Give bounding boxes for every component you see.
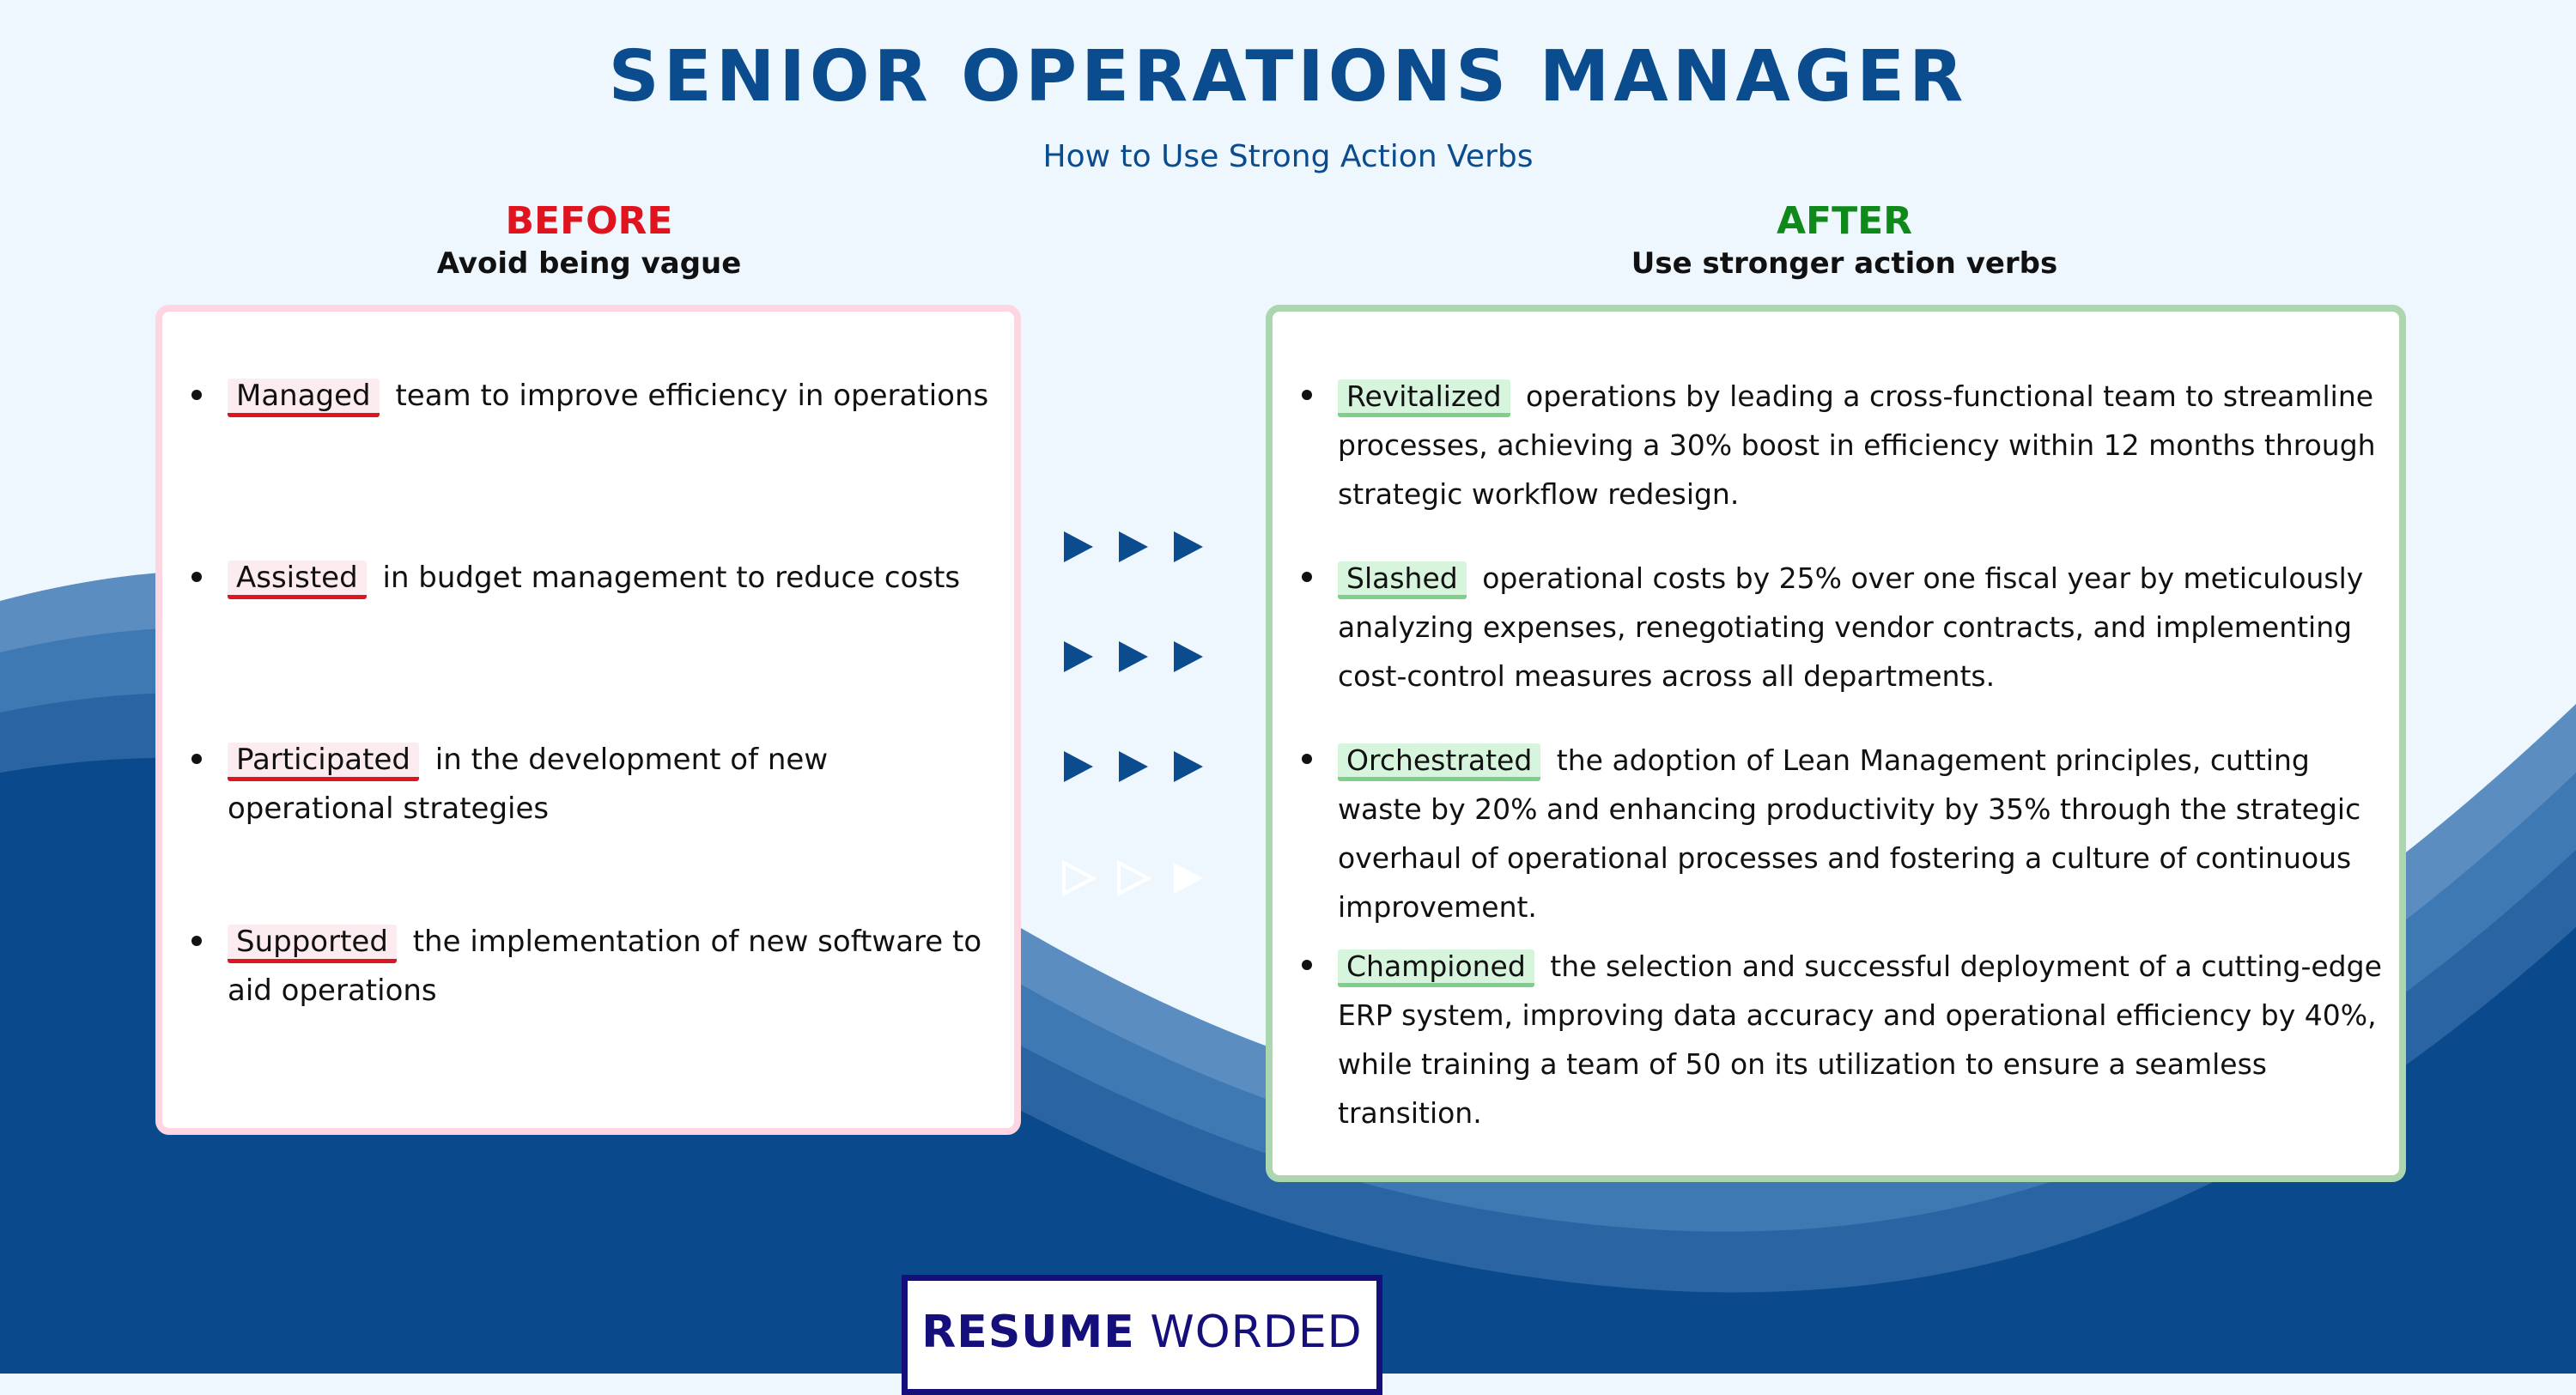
page-title: SENIOR OPERATIONS MANAGER (608, 36, 1968, 118)
after-subheading: Use stronger action verbs (1631, 246, 2058, 281)
weak-verb: Managed (228, 379, 380, 417)
triangle-right-icon (1115, 859, 1151, 897)
strong-verb: Orchestrated (1338, 743, 1540, 781)
before-card (155, 305, 1021, 1135)
bullet-icon (191, 572, 202, 582)
strong-verb: Revitalized (1338, 379, 1510, 417)
triangle-right-icon (1170, 638, 1206, 676)
triangle-right-icon (1115, 638, 1151, 676)
logo-light-text: WORDED (1150, 1307, 1363, 1358)
triangle-right-icon (1060, 528, 1097, 566)
before-item (191, 372, 999, 421)
after-header (1269, 199, 2420, 281)
before-subheading: Avoid being vague (436, 246, 742, 281)
bullet-text: team to improve efficiency in operations (395, 379, 989, 413)
bullet-icon (191, 936, 202, 946)
after-item (1302, 372, 2384, 519)
after-item (1302, 554, 2384, 701)
after-heading: AFTER (1776, 199, 1913, 243)
bullet-icon (1302, 754, 1312, 764)
triangle-right-icon (1060, 638, 1097, 676)
weak-verb: Participated (228, 743, 419, 781)
triangle-right-icon (1170, 528, 1206, 566)
before-heading: BEFORE (505, 199, 673, 243)
after-item (1302, 942, 2384, 1137)
bullet-text: the implementation of new software to aid operations (228, 925, 982, 1008)
weak-verb: Supported (228, 925, 397, 963)
bullet-icon (191, 390, 202, 400)
triangle-right-icon (1060, 859, 1097, 897)
after-item (1302, 736, 2384, 931)
before-item (191, 918, 999, 1016)
bullet-icon (1302, 390, 1312, 400)
weak-verb: Assisted (228, 561, 367, 599)
before-item (191, 736, 999, 834)
bullet-text: the selection and successful deployment of a cutting-edge ERP system, improving data accuracy and operational efficiency by 40%, while training a team of 50 on its utilization to ensure a seamless transition. (1338, 949, 2382, 1130)
bullet-icon (1302, 572, 1312, 582)
strong-verb: Championed (1338, 949, 1534, 987)
page-subtitle: How to Use Strong Action Verbs (1042, 139, 1534, 174)
bullet-text: in the development of new operational strategies (228, 743, 829, 826)
after-card (1266, 305, 2406, 1182)
arrow-row (1060, 635, 1206, 678)
logo-strong-text: RESUME (921, 1307, 1135, 1358)
triangle-right-icon (1170, 748, 1206, 785)
bullet-text: operations by leading a cross-functional team to streamline processes, achieving a 30% boost in efficiency within 12 months through strategic workflow redesign. (1338, 379, 2376, 511)
triangle-right-icon (1060, 748, 1097, 785)
triangle-right-icon (1170, 859, 1206, 897)
triangle-right-icon (1115, 748, 1151, 785)
triangle-right-icon (1115, 528, 1151, 566)
arrow-row (1060, 857, 1206, 900)
arrow-row (1060, 525, 1206, 568)
bullet-icon (191, 754, 202, 764)
before-header (160, 199, 1018, 281)
bullet-text: the adoption of Lean Management principles, cutting waste by 20% and enhancing productivity by 35% through the strategic overhaul of operational processes and fostering a culture of continuous improvement. (1338, 743, 2361, 924)
bullet-text: in budget management to reduce costs (382, 561, 961, 595)
bullet-text: operational costs by 25% over one fiscal year by meticulously analyzing expenses, renegotiating vendor contracts, and implementing cost-control measures across all departments. (1338, 561, 2364, 693)
before-item (191, 554, 999, 603)
resume-worded-logo (902, 1275, 1382, 1395)
arrow-row (1060, 745, 1206, 788)
bullet-icon (1302, 960, 1312, 970)
strong-verb: Slashed (1338, 561, 1467, 599)
